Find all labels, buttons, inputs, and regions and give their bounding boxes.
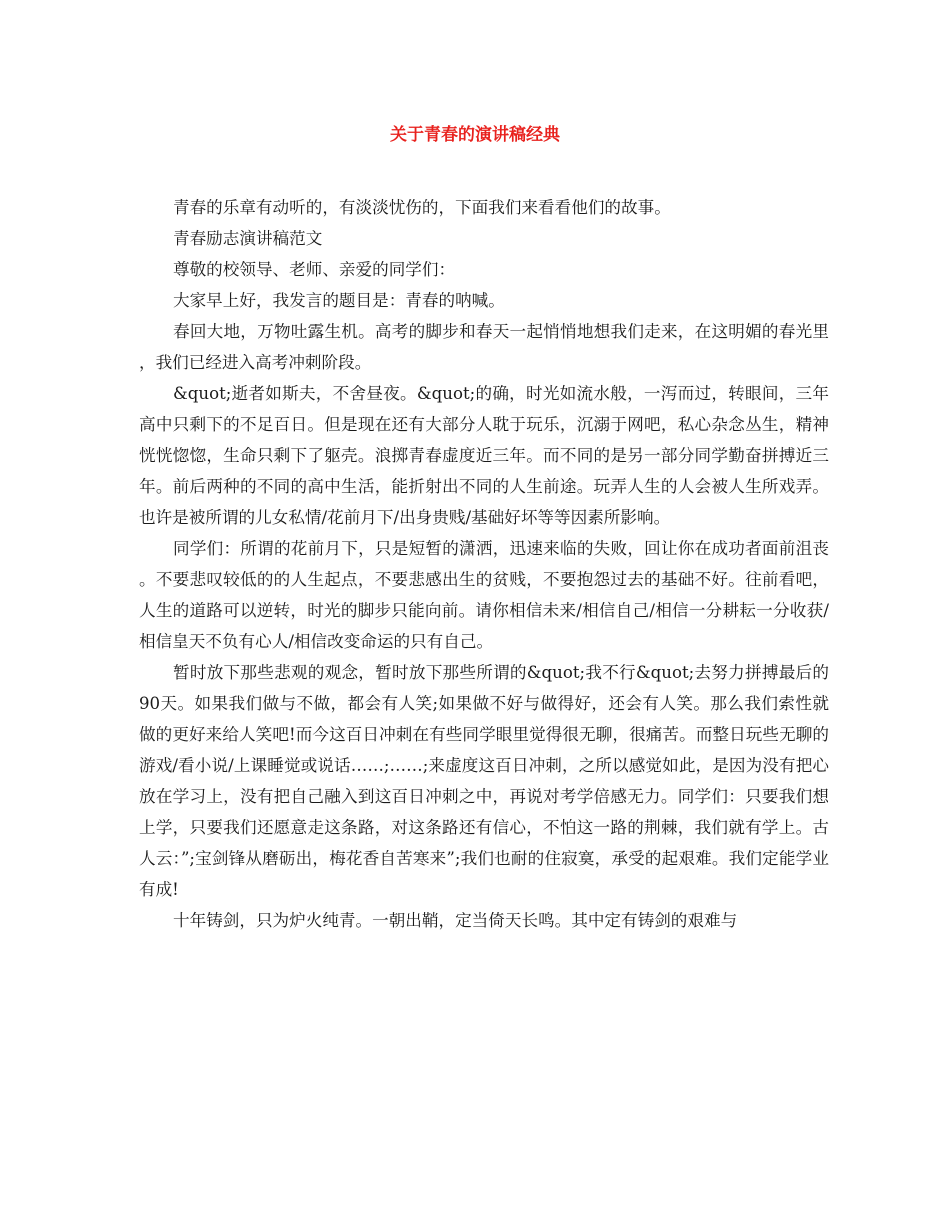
paragraph-greeting: 大家早上好，我发言的题目是：青春的呐喊。 <box>173 291 505 310</box>
paragraph-sword: 十年铸剑，只为炉火纯青。一朝出鞘，定当倚天长鸣。其中定有铸剑的艰难与 <box>173 911 738 930</box>
paragraph-spring: 春回大地，万物吐露生机。高考的脚步和春天一起悄悄地想我们走来，在这明媚的春光里，我们已经进入高考冲刺阶段。 <box>139 322 829 372</box>
paragraph-salutation: 尊敬的校领导、老师、亲爱的同学们： <box>173 260 456 279</box>
paragraph-intro: 青春的乐章有动听的，有淡淡忧伤的，下面我们来看看他们的故事。 <box>173 198 671 217</box>
paragraph-classmates: 同学们：所谓的花前月下，只是短暂的潇洒，迅速来临的失败，回让你在成功者面前沮丧。不要悲叹较低的的人生起点，不要悲感出生的贫贱，不要抱怨过去的基础不好。往前看吧，人生的道路可以逆转，时光的脚步只能向前。请你相信未来/相信自己/相信一分耕耘一分收获/相信皇天不负有心人/相信改变命运的只有自己。 <box>139 539 829 651</box>
paragraph-effort: 暂时放下那些悲观的观念，暂时放下那些所谓的&quot;我不行&quot;去努力拼搏最后的90天。如果我们做与不做，都会有人笑;如果做不好与做得好，还会有人笑。那么我们索性就做的更好来给人笑吧!而今这百日冲刺在有些同学眼里觉得很无聊，很痛苦。而整日玩些无聊的游戏/看小说/上课睡觉或说话……;……;来虚度这百日冲刺，之所以感觉如此，是因为没有把心放在学习上，没有把自己融入到这百日冲刺之中，再说对考学倍感无力。同学们：只要我们想上学，只要我们还愿意走这条路，对这条路还有信心，不怕这一路的荆棘，我们就有学上。古人云：”;宝剑锋从磨砺出，梅花香自苦寒来”;我们也耐的住寂寞，承受的起艰难。我们定能学业有成! <box>139 663 829 899</box>
paragraph-subtitle: 青春励志演讲稿范文 <box>173 229 323 248</box>
paragraph-time: &quot;逝者如斯夫，不舍昼夜。&quot;的确，时光如流水般，一泻而过，转眼间，三年高中只剩下的不足百日。但是现在还有大部分人耽于玩乐，沉溺于网吧，私心杂念丛生，精神恍恍惚惚，生命只剩下了躯壳。浪掷青春虚度近三年。而不同的是另一部分同学勤奋拼搏近三年。前后两种的不同的高中生活，能折射出不同的人生前途。玩弄人生的人会被人生所戏弄。也许是被所谓的儿女私情/花前月下/出身贵贱/基础好坏等等因素所影响。 <box>139 384 829 527</box>
document-title: 关于青春的演讲稿经典 <box>390 125 560 145</box>
document-body <box>139 192 829 936</box>
